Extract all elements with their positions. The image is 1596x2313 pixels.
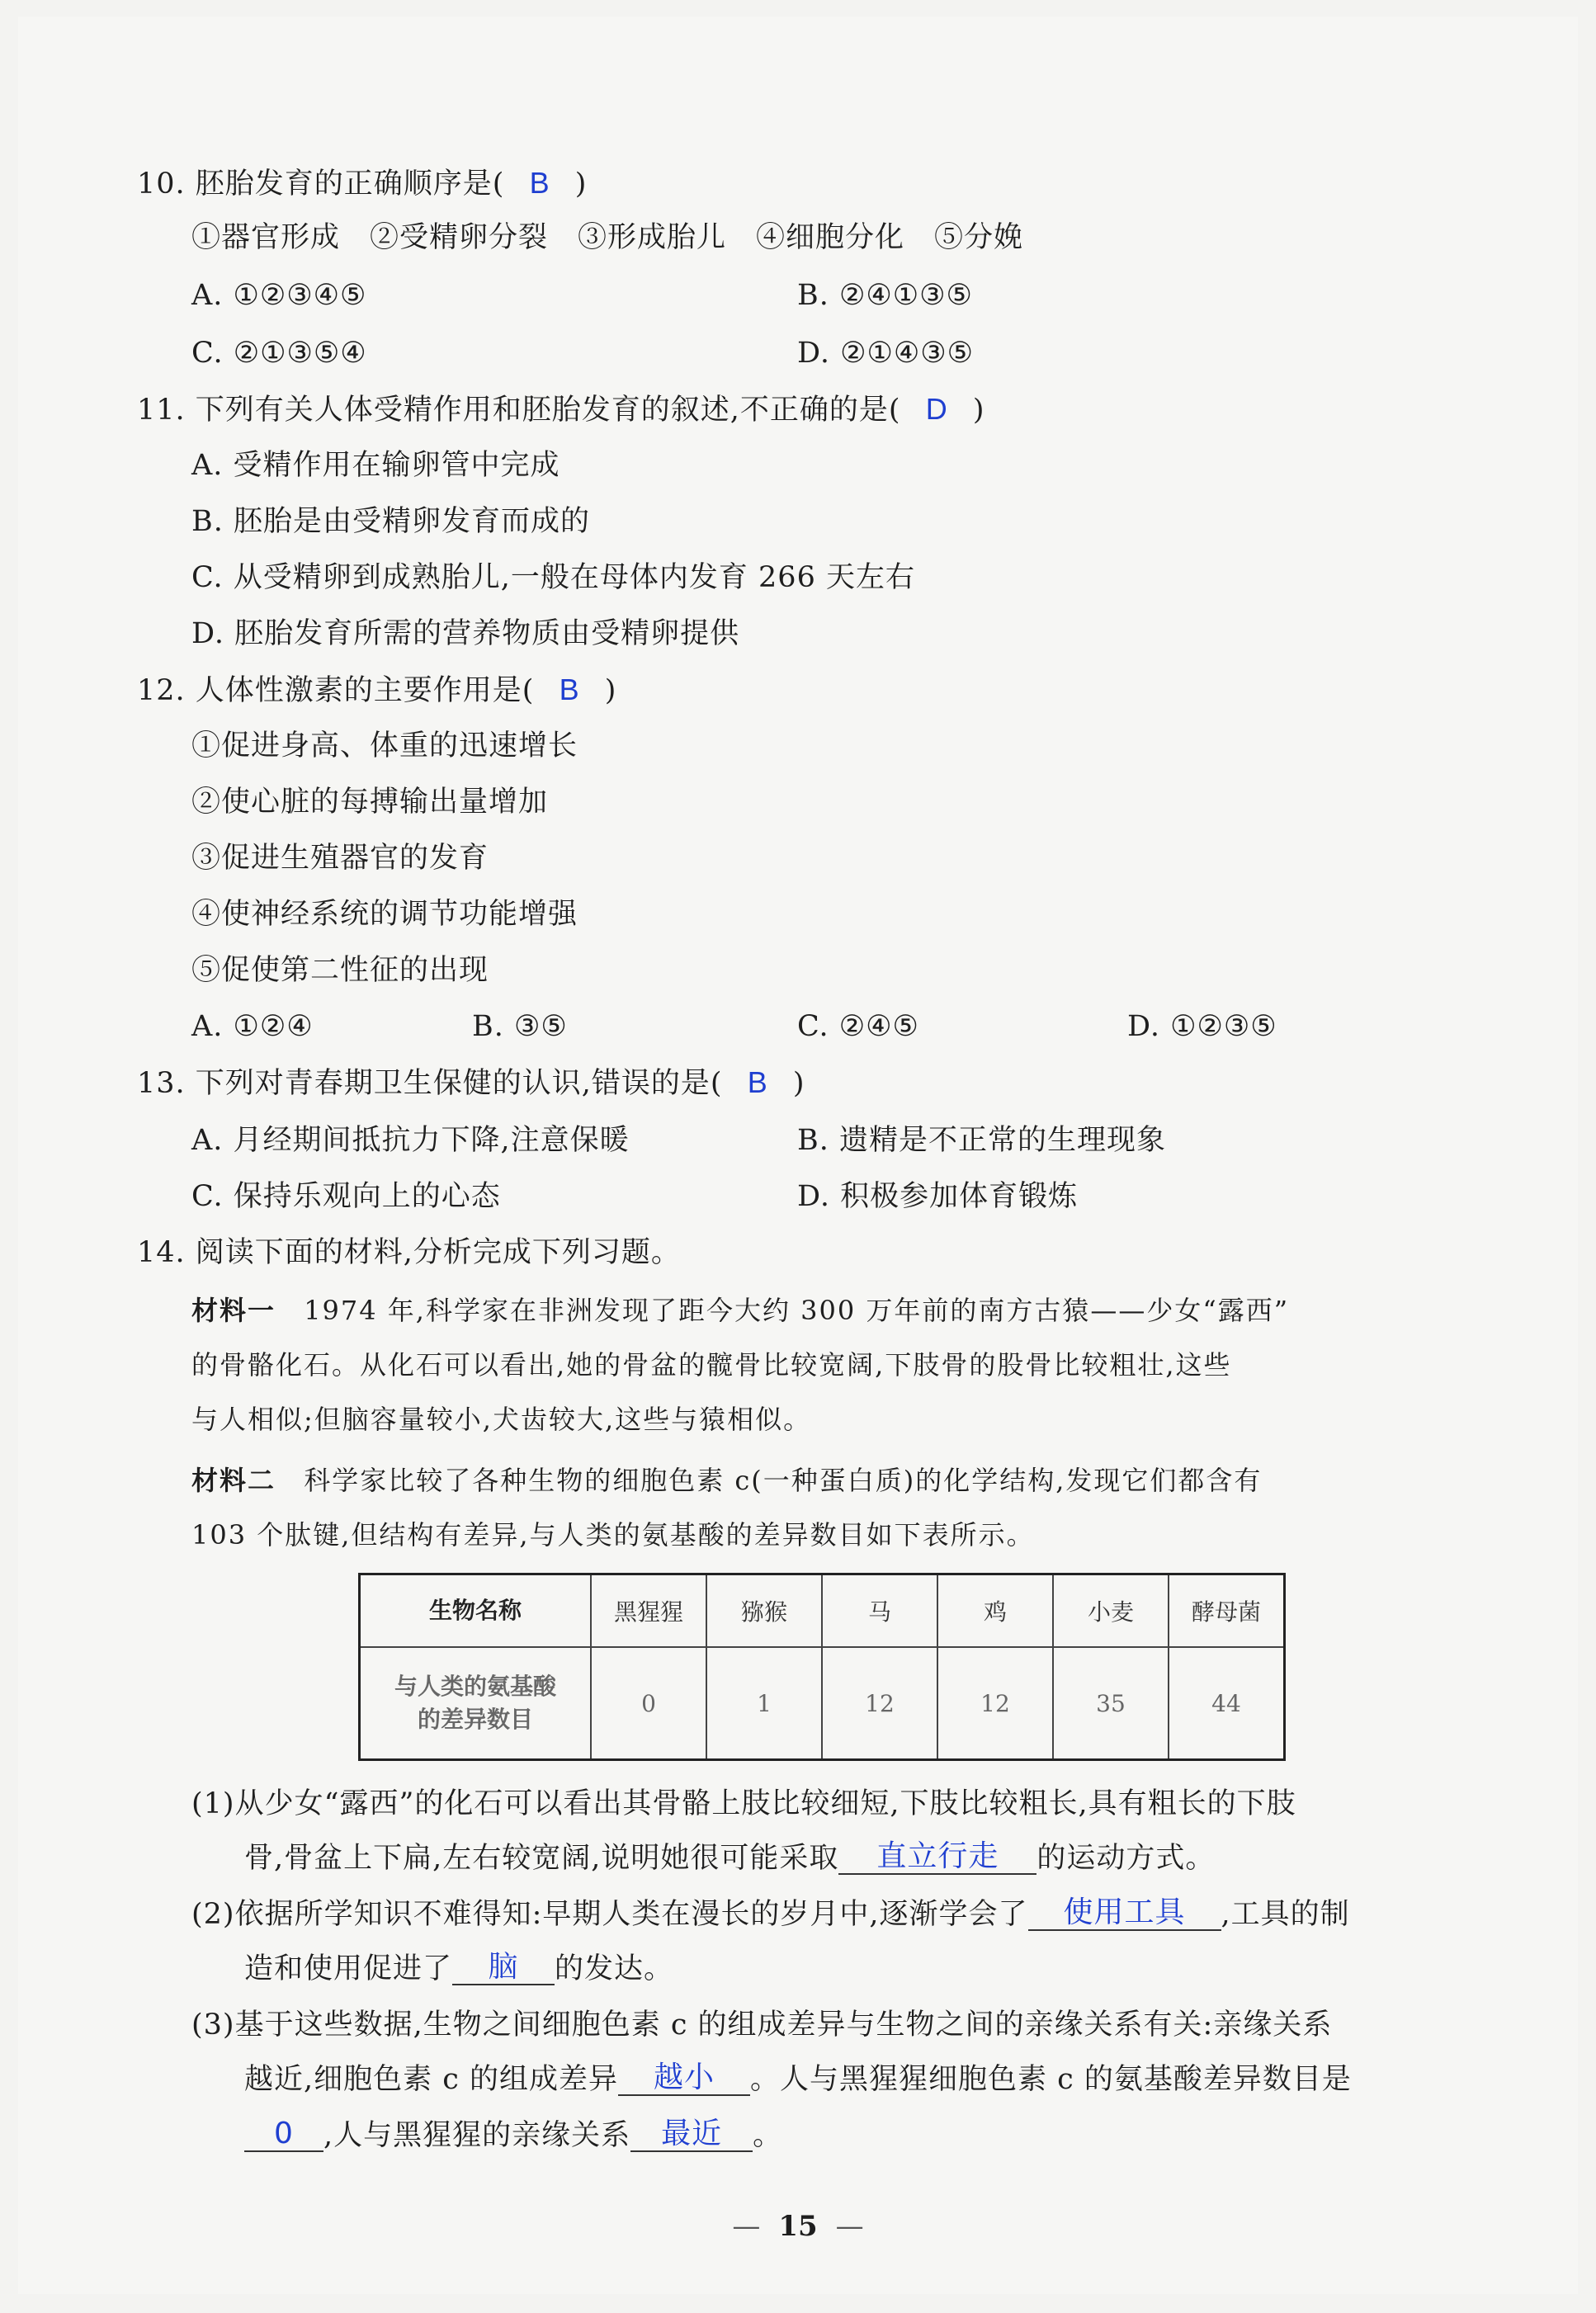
q13-stem: 13. 下列对青春期卫生保健的认识,错误的是( B )	[137, 1065, 805, 1100]
table-cell: 44	[1169, 1647, 1285, 1760]
q12-option-c: C. ②④⑤	[797, 1010, 919, 1043]
table-row-differences	[360, 1647, 1285, 1760]
q11-stem: 11. 下列有关人体受精作用和胚胎发育的叙述,不正确的是( D )	[137, 392, 985, 427]
material-2-label: 材料二	[191, 1465, 276, 1496]
table-cell: 1	[706, 1647, 822, 1760]
q12-statement-5: ⑤促使第二性征的出现	[191, 954, 489, 987]
table-cell: 35	[1053, 1647, 1169, 1760]
q14-part2-line-1: (2)依据所学知识不难得知:早期人类在漫长的岁月中,逐渐学会了 使用工具 ,工具的制	[191, 1895, 1350, 1931]
q10-stem: 10. 胚胎发育的正确顺序是( B )	[137, 166, 588, 201]
page-number: — 15 —	[732, 2210, 864, 2243]
q12-stem: 12. 人体性激素的主要作用是( B )	[137, 673, 617, 707]
q11-option-c: C. 从受精卵到成熟胎儿,一般在母体内发育 266 天左右	[191, 561, 915, 594]
q12-statement-4: ④使神经系统的调节功能增强	[191, 898, 578, 931]
q14-part1-line-2: 骨,骨盆上下扁,左右较宽阔,说明她很可能采取 直立行走 的运动方式。	[244, 1839, 1216, 1875]
q12-statement-1: ①促进身高、体重的迅速增长	[191, 729, 578, 762]
q14-part2-answer-1: 使用工具	[1028, 1896, 1221, 1931]
table-cell: 12	[822, 1647, 937, 1760]
q11-option-b: B. 胚胎是由受精卵发育而成的	[191, 505, 590, 538]
amino-acid-difference-table	[358, 1573, 1286, 1761]
table-cell: 马	[822, 1574, 937, 1648]
q10-option-b: B. ②④①③⑤	[797, 279, 973, 312]
table-header-differences: 与人类的氨基酸 的差异数目	[360, 1647, 592, 1760]
table-cell: 猕猴	[706, 1574, 822, 1648]
table-cell: 酵母菌	[1169, 1574, 1285, 1648]
q11-option-a: A. 受精作用在输卵管中完成	[191, 449, 560, 482]
table-cell: 小麦	[1053, 1574, 1169, 1648]
q12-option-d: D. ①②③⑤	[1127, 1010, 1277, 1043]
material-1-line-2: 的骨骼化石。从化石可以看出,她的骨盆的髋骨比较宽阔,下肢骨的股骨比较粗壮,这些	[191, 1349, 1232, 1381]
q11-option-d: D. 胚胎发育所需的营养物质由受精卵提供	[191, 617, 740, 650]
table-cell: 鸡	[937, 1574, 1053, 1648]
q14-part2-line-2: 造和使用促进了 脑 的发达。	[244, 1950, 674, 1985]
material-1-line-1: 材料一 1974 年,科学家在非洲发现了距今大约 300 万年前的南方古猿——少女“露西”	[191, 1295, 1290, 1326]
q14-stem: 14. 阅读下面的材料,分析完成下列习题。	[137, 1236, 681, 1269]
q14-part1-line-1: (1)从少女“露西”的化石可以看出其骨骼上肢比较细短,下肢比较粗长,具有粗长的下肢	[191, 1787, 1296, 1820]
q12-statement-2: ②使心脏的每搏输出量增加	[191, 786, 549, 819]
q14-part3-answer-1: 越小	[618, 2061, 750, 2096]
q14-part3-line-2: 越近,细胞色素 c 的组成差异 越小 。人与黑猩猩细胞色素 c 的氨基酸差异数目是	[244, 2060, 1352, 2096]
material-1-line-3: 与人相似;但脑容量较小,犬齿较大,这些与猿相似。	[191, 1404, 812, 1435]
q12-answer: B	[559, 673, 580, 706]
q14-part2-answer-2: 脑	[452, 1951, 555, 1985]
q10-answer: B	[529, 166, 550, 200]
q13-option-b: B. 遗精是不正常的生理现象	[797, 1124, 1166, 1157]
q13-answer: B	[747, 1065, 768, 1099]
q13-option-c: C. 保持乐观向上的心态	[191, 1180, 501, 1213]
table-cell: 0	[591, 1647, 706, 1760]
q14-part3-answer-2: 0	[244, 2117, 323, 2152]
q10-option-d: D. ②①④③⑤	[797, 337, 974, 370]
q14-part1-answer: 直立行走	[838, 1840, 1036, 1875]
q11-answer: D	[925, 392, 948, 426]
q12-statement-3: ③促进生殖器官的发育	[191, 842, 489, 875]
q13-option-a: A. 月经期间抵抗力下降,注意保暖	[191, 1124, 630, 1157]
material-1-label: 材料一	[191, 1295, 276, 1326]
table-cell: 12	[937, 1647, 1053, 1760]
q14-part3-line-1: (3)基于这些数据,生物之间细胞色素 c 的组成差异与生物之间的亲缘关系有关:亲缘关系	[191, 2009, 1333, 2042]
q13-option-d: D. 积极参加体育锻炼	[797, 1180, 1079, 1213]
table-header-species: 生物名称	[360, 1574, 592, 1648]
q12-option-b: B. ③⑤	[472, 1010, 568, 1043]
q14-part3-answer-3: 最近	[630, 2117, 753, 2152]
table-cell: 黑猩猩	[591, 1574, 706, 1648]
q12-option-a: A. ①②④	[191, 1010, 314, 1043]
q10-option-c: C. ②①③⑤④	[191, 337, 367, 370]
q14-part3-line-3: 0 ,人与黑猩猩的亲缘关系 最近 。	[244, 2117, 782, 2154]
table-row-species	[360, 1574, 1285, 1648]
q10-items: ①器官形成 ②受精卵分裂 ③形成胎儿 ④细胞分化 ⑤分娩	[191, 221, 1024, 254]
material-2-line-1: 材料二 科学家比较了各种生物的细胞色素 c(一种蛋白质)的化学结构,发现它们都含有	[191, 1465, 1263, 1496]
q10-option-a: A. ①②③④⑤	[191, 279, 367, 312]
material-2-line-2: 103 个肽键,但结构有差异,与人类的氨基酸的差异数目如下表所示。	[191, 1519, 1035, 1551]
